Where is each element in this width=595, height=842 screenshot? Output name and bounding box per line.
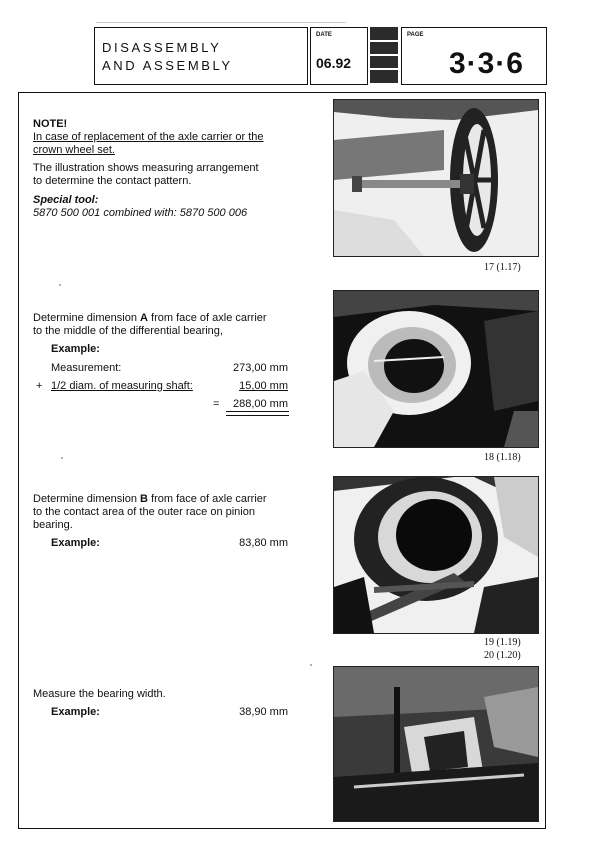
example-c-value: 38,90 mm <box>239 706 288 718</box>
dimension-b-suffix: from face of axle carrier <box>147 493 267 505</box>
dimension-b-line-1 <box>33 493 267 505</box>
note-line-2: crown wheel set. <box>33 144 115 156</box>
example-b-label: Example: <box>51 537 100 549</box>
bearing-width-line: Measure the bearing width. <box>33 688 166 700</box>
shaft-label: 1/2 diam. of measuring shaft: <box>51 380 193 392</box>
dimension-b-prefix: Determine dimension <box>33 493 140 505</box>
special-tool-label: Special tool: <box>33 194 99 206</box>
figure-20-photo <box>333 666 539 822</box>
date-value: 06.92 <box>316 55 352 71</box>
equals-sign: = <box>213 398 220 410</box>
dimension-a-line-2: to the middle of the differential bearing, <box>33 325 223 337</box>
figure-17-illustration <box>334 100 538 256</box>
figure-20-illustration <box>334 667 538 821</box>
dimension-b-line-2: to the contact area of the outer race on pinion <box>33 506 255 518</box>
description-line-1: The illustration shows measuring arrangement <box>33 162 259 174</box>
header-decorative-strip <box>370 27 398 83</box>
measurement-label: Measurement: <box>51 362 122 374</box>
figure-18-caption: 18 (1.18) <box>484 452 521 463</box>
top-rule <box>96 22 346 23</box>
dimension-b-line-3: bearing. <box>33 519 73 531</box>
total-double-underline <box>226 411 289 416</box>
example-a-label: Example: <box>51 343 100 355</box>
header-page-box <box>401 27 547 85</box>
figure-19-caption: 19 (1.19) <box>484 637 521 648</box>
figure-19-photo <box>333 476 539 634</box>
dimension-a-line-1 <box>33 312 267 324</box>
scan-speck <box>310 664 312 666</box>
note-line-1: In case of replacement of the axle carrier or the <box>33 131 264 143</box>
measurement-value: 273,00 mm <box>232 362 288 374</box>
total-value: 288,00 mm <box>232 398 288 410</box>
scan-speck <box>61 457 63 459</box>
header-date-box <box>310 27 368 85</box>
dimension-a-letter: A <box>140 312 148 324</box>
page-label: PAGE <box>407 32 424 38</box>
figure-19-illustration <box>334 477 538 633</box>
figure-20-caption: 20 (1.20) <box>484 650 521 661</box>
description-line-2: to determine the contact pattern. <box>33 175 192 187</box>
figure-18-illustration <box>334 291 538 447</box>
note-heading: NOTE! <box>33 118 68 130</box>
example-b-value: 83,80 mm <box>239 537 288 549</box>
special-tool-numbers: 5870 500 001 combined with: 5870 500 006 <box>33 207 248 219</box>
scan-speck <box>59 284 61 286</box>
shaft-value: 15,00 mm <box>239 380 288 392</box>
plus-sign: + <box>36 380 43 392</box>
dimension-a-suffix: from face of axle carrier <box>147 312 267 324</box>
header-title-box <box>94 27 308 85</box>
figure-17-caption: 17 (1.17) <box>484 262 521 273</box>
dimension-b-letter: B <box>140 493 148 505</box>
figure-18-photo <box>333 290 539 448</box>
figure-17-photo <box>333 99 539 257</box>
page-number: 3·3·6 <box>448 47 524 80</box>
dimension-a-prefix: Determine dimension <box>33 312 140 324</box>
date-label: DATE <box>316 32 332 38</box>
header-title-line2: AND ASSEMBLY <box>102 58 233 73</box>
header-title-line1: DISASSEMBLY <box>102 40 222 55</box>
example-c-label: Example: <box>51 706 100 718</box>
